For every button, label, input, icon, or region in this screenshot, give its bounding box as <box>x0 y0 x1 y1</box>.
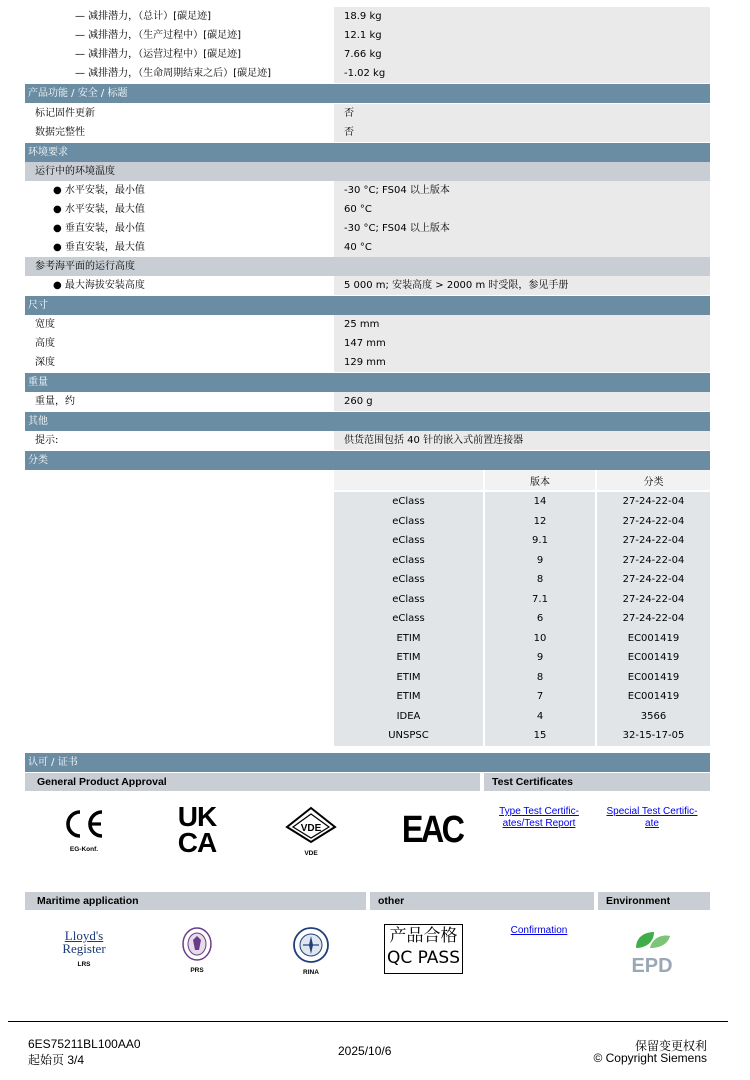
table-cell: 27-24-22-04 <box>596 512 710 532</box>
vde-caption: VDE <box>304 850 318 857</box>
reduction-row <box>25 7 710 26</box>
row-value: 否 <box>334 104 710 123</box>
row-label: ● 垂直安装，最大值 <box>53 242 145 253</box>
table-cell: UNSPSC <box>334 726 484 746</box>
eac-mark-icon: EAC <box>401 809 463 851</box>
row-value: 5 000 m; 安装高度 > 2000 m 时受限，参见手册 <box>334 276 710 295</box>
section-function: 产品功能 / 安全 / 标题 <box>25 84 710 103</box>
lloyds-register-icon <box>58 930 110 976</box>
temp-row <box>25 238 710 257</box>
table-cell: 32-15-17-05 <box>596 726 710 746</box>
table-cell: eClass <box>334 609 484 629</box>
table-row <box>334 590 710 610</box>
row-value: 129 mm <box>334 353 710 372</box>
section-other: 其他 <box>25 412 710 431</box>
row-label: 宽度 <box>35 319 55 330</box>
row-label: — 减排潜力，（生命周期结束之后）[碳足迹] <box>75 68 271 79</box>
table-cell: 6 <box>484 609 596 629</box>
table-row <box>334 570 710 590</box>
row-value: 7.66 kg <box>334 45 710 64</box>
function-row <box>25 123 710 142</box>
table-cell: ETIM <box>334 687 484 707</box>
row-value: 40 °C <box>334 238 710 257</box>
row-label: 标记固件更新 <box>35 108 95 119</box>
lrs-logo-top: Lloyd's <box>64 928 104 943</box>
epd-leaf-icon <box>628 928 676 978</box>
row-label: 重量，约 <box>35 396 75 407</box>
row-value: 18.9 kg <box>334 7 710 26</box>
footer-copyright: © Copyright Siemens <box>593 1051 707 1065</box>
qc-stamp-top: 产品合格 <box>389 926 458 946</box>
altitude-row <box>25 276 710 295</box>
temp-row <box>25 200 710 219</box>
column-header: 分类 <box>596 470 710 491</box>
row-value: 供货范围包括 40 针的嵌入式前置连接器 <box>334 431 710 450</box>
link-confirmation[interactable]: Confirmation <box>510 925 568 936</box>
row-label: — 减排潜力，（总计）[碳足迹] <box>75 11 211 22</box>
temp-row <box>25 219 710 238</box>
header-other: other <box>370 892 594 910</box>
ukca-bottom: CA <box>177 827 217 858</box>
reduction-row <box>25 26 710 45</box>
footer-divider <box>8 1021 728 1022</box>
classification-table <box>334 470 710 746</box>
dim-row <box>25 315 710 334</box>
table-cell: eClass <box>334 551 484 571</box>
table-row <box>334 726 710 746</box>
ukca-top: UK <box>177 801 217 832</box>
header-general-approval: General Product Approval <box>25 773 480 791</box>
row-label: 数据完整性 <box>35 127 85 138</box>
table-cell: 8 <box>484 668 596 688</box>
table-cell: 7 <box>484 687 596 707</box>
lrs-caption: LRS <box>77 961 91 968</box>
section-certificates: 认可 / 证书 <box>25 753 710 772</box>
row-label: 高度 <box>35 338 55 349</box>
table-cell: eClass <box>334 590 484 610</box>
table-row <box>334 512 710 532</box>
table-cell: 4 <box>484 707 596 727</box>
ce-caption: EG-Konf. <box>69 846 99 853</box>
reduction-row <box>25 64 710 83</box>
table-cell: eClass <box>334 570 484 590</box>
ce-mark-icon <box>55 808 113 856</box>
section-dimensions: 尺寸 <box>25 296 710 315</box>
table-cell: 15 <box>484 726 596 746</box>
column-header <box>334 470 484 491</box>
table-cell: 9 <box>484 648 596 668</box>
epd-leaves-icon <box>630 928 674 952</box>
table-cell: 27-24-22-04 <box>596 590 710 610</box>
table-header-row <box>334 470 710 491</box>
row-value: 147 mm <box>334 334 710 353</box>
row-value: 12.1 kg <box>334 26 710 45</box>
row-label: — 减排潜力，（运营过程中）[碳足迹] <box>75 49 241 60</box>
table-cell: IDEA <box>334 707 484 727</box>
row-label: ● 垂直安装，最小值 <box>53 223 145 234</box>
weight-row <box>25 392 710 411</box>
row-label: 深度 <box>35 357 55 368</box>
row-label: ● 水平安装，最大值 <box>53 204 145 215</box>
table-cell: 10 <box>484 629 596 649</box>
section-environment: 环境要求 <box>25 143 710 162</box>
header-test-certificates: Test Certificates <box>484 773 710 791</box>
table-cell: eClass <box>334 512 484 532</box>
qc-stamp-bottom: QC PASS <box>386 948 461 968</box>
row-value: -30 °C; FS04 以上版本 <box>334 181 710 200</box>
vde-triangle-icon <box>285 805 337 845</box>
column-header: 版本 <box>484 470 596 491</box>
prs-caption: PRS <box>190 967 204 974</box>
section-classification: 分类 <box>25 451 710 470</box>
table-row <box>334 551 710 571</box>
table-cell: 27-24-22-04 <box>596 531 710 551</box>
epd-label: EPD <box>631 955 673 977</box>
table-cell: 27-24-22-04 <box>596 570 710 590</box>
table-cell: ETIM <box>334 629 484 649</box>
row-label: 提示: <box>35 435 59 446</box>
footer-order-number: 6ES75211BL100AA0 <box>28 1037 141 1051</box>
section-weight: 重量 <box>25 373 710 392</box>
vde-mark-icon <box>283 805 339 857</box>
temp-row <box>25 181 710 200</box>
table-cell: EC001419 <box>596 668 710 688</box>
rina-seal-icon <box>292 926 330 964</box>
link-special-test-certificate[interactable]: Special Test Certific-ate <box>606 806 698 829</box>
table-cell: EC001419 <box>596 648 710 668</box>
table-cell: 9 <box>484 551 596 571</box>
table-row <box>334 609 710 629</box>
reduction-row <box>25 45 710 64</box>
footer-date: 2025/10/6 <box>338 1044 392 1058</box>
table-cell: 14 <box>484 491 596 512</box>
table-row <box>334 629 710 649</box>
subsection-altitude: 参考海平面的运行高度 <box>25 257 710 276</box>
table-cell: 7.1 <box>484 590 596 610</box>
table-cell: 9.1 <box>484 531 596 551</box>
other-row <box>25 431 710 450</box>
table-row <box>334 648 710 668</box>
row-value: -30 °C; FS04 以上版本 <box>334 219 710 238</box>
footer-rights: 保留变更权利 <box>634 1039 707 1053</box>
table-row <box>334 687 710 707</box>
qc-pass-stamp-icon <box>384 924 463 974</box>
table-row <box>334 668 710 688</box>
header-maritime: Maritime application <box>25 892 366 910</box>
table-cell: 12 <box>484 512 596 532</box>
table-cell: 8 <box>484 570 596 590</box>
footer-page: 起始页 3/4 <box>28 1053 85 1067</box>
table-row <box>334 531 710 551</box>
table-cell: eClass <box>334 491 484 512</box>
table-cell: ETIM <box>334 668 484 688</box>
link-type-test-certificates[interactable]: Type Test Certific-ates/Test Report <box>499 806 579 829</box>
dim-row <box>25 334 710 353</box>
dim-row <box>25 353 710 372</box>
subsection-temperature: 运行中的环境温度 <box>25 162 710 181</box>
ce-symbol-icon <box>62 808 106 840</box>
row-value: 60 °C <box>334 200 710 219</box>
row-value: 否 <box>334 123 710 142</box>
table-cell: 27-24-22-04 <box>596 551 710 571</box>
row-value: -1.02 kg <box>334 64 710 83</box>
table-cell: EC001419 <box>596 629 710 649</box>
table-cell: EC001419 <box>596 687 710 707</box>
function-row <box>25 104 710 123</box>
prs-emblem-icon <box>178 926 216 974</box>
table-cell: 27-24-22-04 <box>596 491 710 512</box>
table-cell: ETIM <box>334 648 484 668</box>
rina-emblem-icon <box>290 926 332 974</box>
table-cell: eClass <box>334 531 484 551</box>
header-environment: Environment <box>598 892 710 910</box>
table-cell: 3566 <box>596 707 710 727</box>
table-row <box>334 707 710 727</box>
svg-text:VDE: VDE <box>300 823 322 834</box>
row-label: — 减排潜力，（生产过程中）[碳足迹] <box>75 30 241 41</box>
table-cell: 27-24-22-04 <box>596 609 710 629</box>
row-value: 25 mm <box>334 315 710 334</box>
ukca-mark-icon <box>168 801 226 858</box>
prs-seal-icon <box>181 926 213 962</box>
lrs-logo-bottom: Register <box>62 941 106 956</box>
rina-caption: RINA <box>303 969 319 976</box>
row-label: ● 水平安装，最小值 <box>53 185 145 196</box>
table-row <box>334 491 710 512</box>
row-label: ● 最大海拔安装高度 <box>53 280 145 291</box>
row-value: 260 g <box>334 392 710 411</box>
